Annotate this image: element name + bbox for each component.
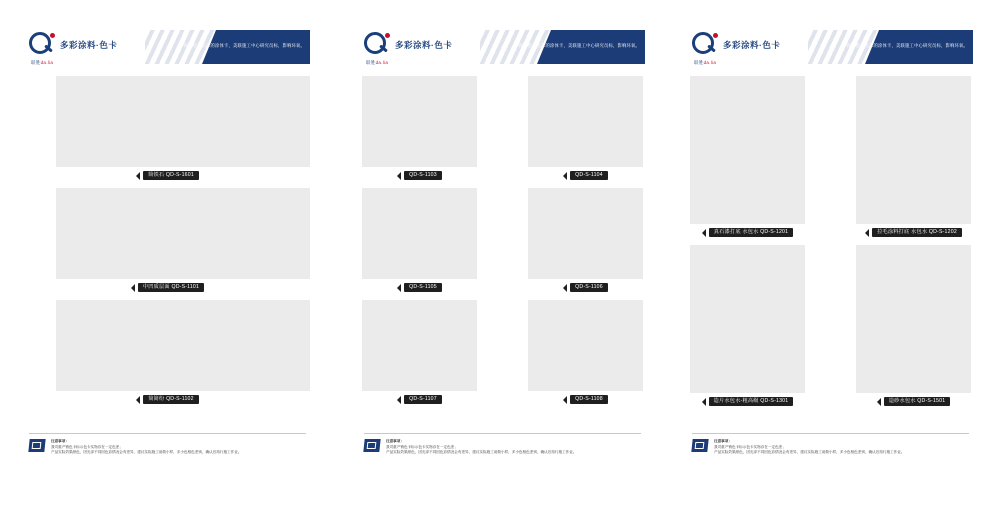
color-swatch[interactable] [528, 300, 643, 391]
brand-sub-left: 联胜 [694, 60, 704, 65]
brand-sub-left: 联胜 [366, 60, 376, 65]
swatch-cell [362, 300, 477, 404]
caption-label: QD-S-1103 [404, 171, 442, 180]
brand-block [692, 32, 781, 65]
swatch-row [360, 76, 645, 180]
swatch-row [25, 300, 310, 404]
banner-text: 环保耐花无铅苯的涂体卡，美联施工中心研究员标，影响环氧。 [514, 43, 640, 48]
brand-subtext [366, 60, 388, 66]
color-swatch[interactable] [528, 188, 643, 279]
caption-arrow-icon [865, 229, 869, 237]
swatch-caption [25, 283, 310, 292]
brand-name: 多彩涂料·色卡 [60, 40, 118, 50]
header-banner [480, 30, 645, 64]
caption-label: 造砂水包水 QD-S-1501 [884, 397, 951, 406]
footer-line-2: 产品实际效果颜色，因光泽不同因色彩情况会有差异，建议实际施工前做小样，多小色相色差别，确认后再行施工作业。 [51, 450, 242, 455]
caption-label: 造片水包水-粗高级 QD-S-1301 [709, 397, 794, 406]
swatch-caption [856, 397, 971, 406]
swatch-cell [690, 245, 805, 406]
page-footer [692, 433, 969, 456]
swatch-caption [25, 171, 310, 180]
caption-label: QD-S-1107 [404, 395, 442, 404]
caption-arrow-icon [136, 396, 140, 404]
brand-subtext [31, 60, 53, 66]
swatch-caption [528, 283, 643, 292]
q-ring-logo-icon [364, 32, 390, 58]
swatch-cell [528, 188, 643, 292]
swatch-caption [362, 395, 477, 404]
color-swatch[interactable] [856, 245, 971, 393]
swatch-row [25, 76, 310, 180]
brand-block [29, 32, 118, 65]
caption-label: 拉毛涂料打底 水包水 QD-S-1202 [872, 228, 962, 237]
page-footer [29, 433, 306, 456]
footer-line-2: 产品实际效果颜色，因光泽不同因色彩情况会有差异，建议实际施工前做小样，多小色相色差别，确认后再行施工作业。 [386, 450, 577, 455]
swatch-caption [690, 397, 805, 406]
footer-title: 注意事项： [386, 439, 404, 444]
swatch-cell [362, 76, 477, 180]
color-swatch[interactable] [362, 300, 477, 391]
brand-name: 多彩涂料·色卡 [395, 40, 453, 50]
caption-label: QD-S-1105 [404, 283, 442, 292]
page-header [25, 26, 310, 68]
caption-arrow-icon [877, 398, 881, 406]
brand-subtext [694, 60, 716, 66]
warning-icon [691, 439, 708, 452]
brand-sub-right: da.lia [375, 60, 389, 65]
color-card-page-3 [688, 26, 973, 456]
caption-label: 中凹质层面 QD-S-1101 [138, 283, 204, 292]
swatch-row [25, 188, 310, 292]
brand-sub-left: 联胜 [31, 60, 41, 65]
color-swatch[interactable] [56, 76, 310, 167]
swatch-caption [528, 171, 643, 180]
q-ring-logo-icon [692, 32, 718, 58]
swatch-caption [856, 228, 971, 237]
footer-line-1: 我司重产销色卡标示色卡实物存在一定色差； [51, 444, 123, 449]
caption-arrow-icon [131, 284, 135, 292]
banner-text: 环保耐花无铅苯的涂体卡，美联施工中心研究员标，影响环氧。 [179, 43, 305, 48]
swatch-cell [856, 245, 971, 406]
swatch-cell [856, 76, 971, 237]
caption-arrow-icon [397, 396, 401, 404]
footer-note [386, 439, 576, 456]
color-swatch[interactable] [56, 188, 310, 279]
swatch-cell [362, 188, 477, 292]
color-swatch[interactable] [856, 76, 971, 224]
swatch-caption [690, 228, 805, 237]
caption-arrow-icon [702, 229, 706, 237]
caption-label: 真石漆打底 水包水 QD-S-1201 [709, 228, 793, 237]
swatch-caption [362, 171, 477, 180]
banner-text: 环保耐花无铅苯的涂体卡，美联施工中心研究员标，影响环氧。 [842, 43, 968, 48]
brand-sub-right: da.lia [703, 60, 717, 65]
brand-block [364, 32, 453, 65]
footer-note [714, 439, 904, 456]
footer-note [51, 439, 241, 456]
color-swatch[interactable] [56, 300, 310, 391]
footer-title: 注意事项： [51, 439, 69, 444]
footer-title: 注意事项： [714, 439, 732, 444]
color-card-page-2 [360, 26, 645, 456]
color-swatch[interactable] [528, 76, 643, 167]
swatch-row [688, 76, 973, 237]
swatch-caption [25, 395, 310, 404]
q-ring-logo-icon [29, 32, 55, 58]
color-card-page-1 [25, 26, 310, 456]
caption-arrow-icon [136, 172, 140, 180]
caption-label: QD-S-1108 [570, 395, 608, 404]
swatch-cell [528, 76, 643, 180]
footer-line-2: 产品实际效果颜色，因光泽不同因色彩情况会有差异，建议实际施工前做小样，多小色相色差别，确认后再行施工作业。 [714, 450, 905, 455]
swatch-cell [690, 76, 805, 237]
swatch-caption [528, 395, 643, 404]
caption-label: 简简纷 QD-S-1102 [143, 395, 198, 404]
swatch-cell [528, 300, 643, 404]
caption-arrow-icon [563, 284, 567, 292]
footer-line-1: 我司重产销色卡标示色卡实物存在一定色差； [714, 444, 786, 449]
caption-arrow-icon [563, 396, 567, 404]
color-swatch[interactable] [690, 245, 805, 393]
swatch-row [688, 245, 973, 406]
page-footer [364, 433, 641, 456]
color-swatch[interactable] [362, 188, 477, 279]
swatch-row [360, 300, 645, 404]
page-header [360, 26, 645, 68]
warning-icon [28, 439, 45, 452]
caption-label: QD-S-1106 [570, 283, 608, 292]
header-banner [145, 30, 310, 64]
header-banner [808, 30, 973, 64]
swatch-caption [362, 283, 477, 292]
color-swatch[interactable] [690, 76, 805, 224]
caption-label: 简铁石 QD-S-1601 [143, 171, 199, 180]
warning-icon [363, 439, 380, 452]
caption-arrow-icon [563, 172, 567, 180]
caption-label: QD-S-1104 [570, 171, 608, 180]
caption-arrow-icon [702, 398, 706, 406]
brand-name: 多彩涂料·色卡 [723, 40, 781, 50]
color-swatch[interactable] [362, 76, 477, 167]
caption-arrow-icon [397, 284, 401, 292]
caption-arrow-icon [397, 172, 401, 180]
footer-line-1: 我司重产销色卡标示色卡实物存在一定色差； [386, 444, 458, 449]
page-header [688, 26, 973, 68]
brand-sub-right: da.lia [40, 60, 54, 65]
swatch-row [360, 188, 645, 292]
